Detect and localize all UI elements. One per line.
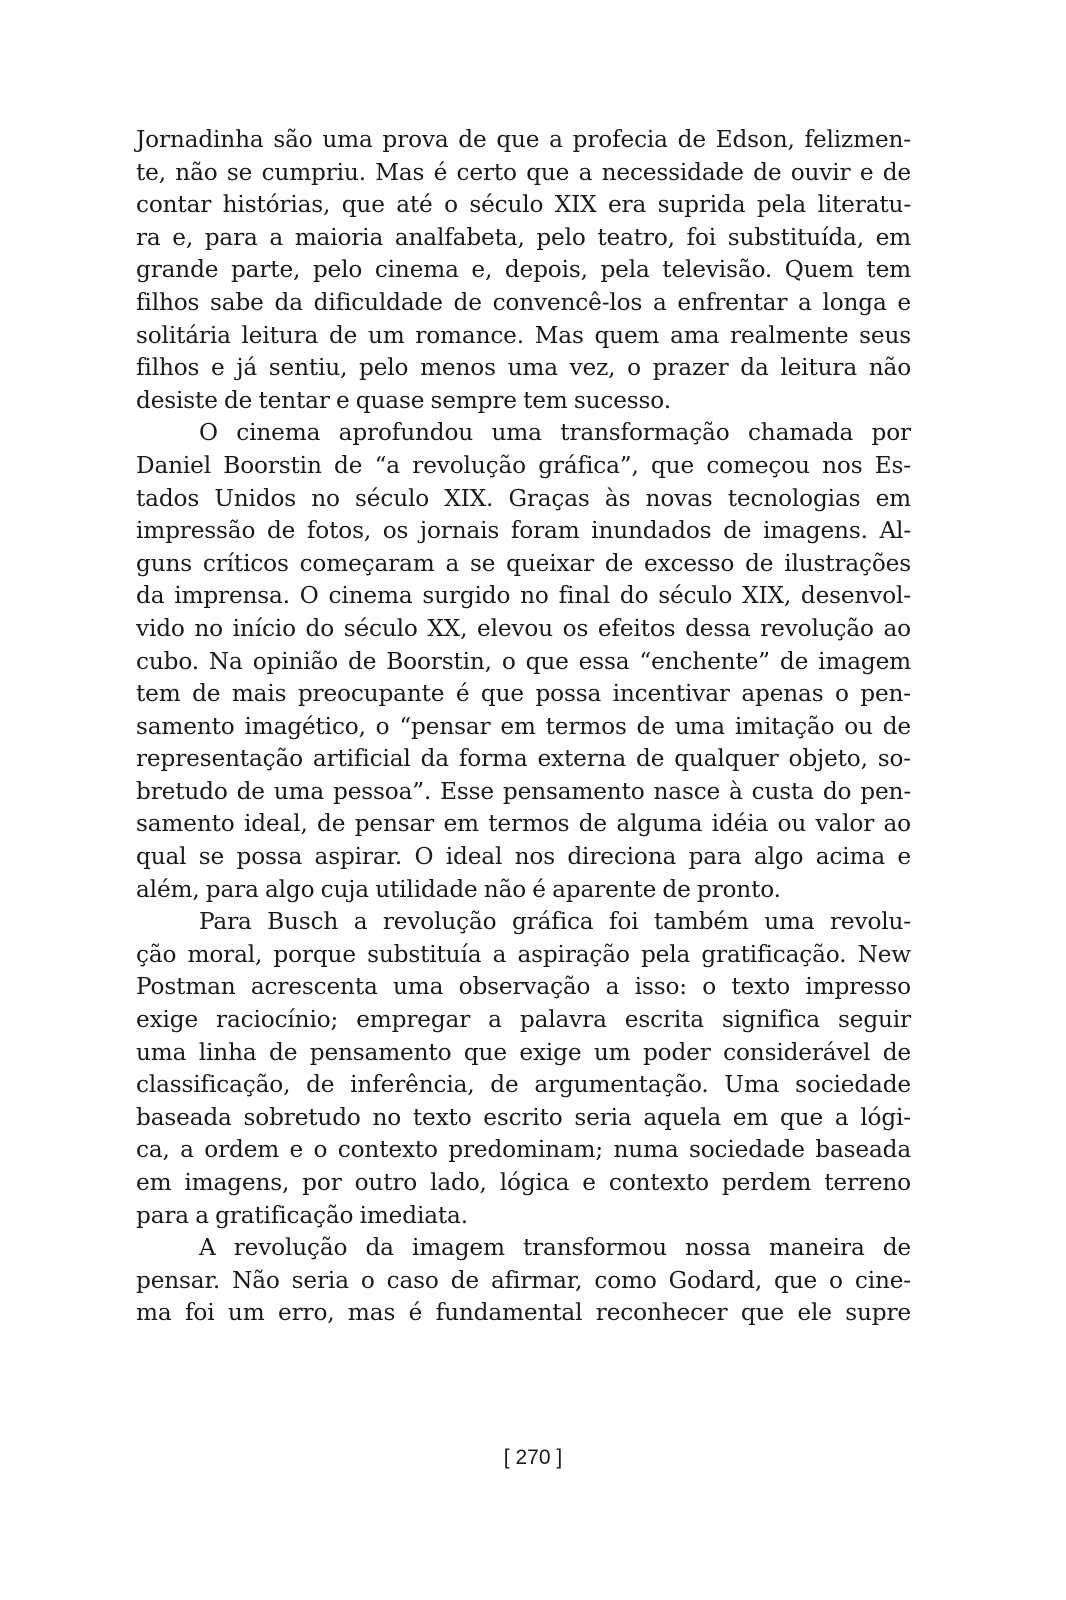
text-line: uma linha de pensamento que exige um poder considerável de [136, 1038, 911, 1066]
body-text [136, 124, 911, 1330]
text-line: Para Busch a revolução gráfica foi também uma revolu- [199, 908, 911, 936]
text-line: A revolução da imagem transformou nossa maneira de [199, 1234, 911, 1262]
paragraph [136, 417, 911, 906]
text-line: ção moral, porque substituía a aspiração pela gratificação. New [136, 940, 911, 968]
text-line: O cinema aprofundou uma transformação chamada por [199, 419, 911, 447]
text-line: baseada sobretudo no texto escrito seria aquela em que a lógi- [136, 1103, 911, 1131]
text-line: vido no início do século XX, elevou os efeitos dessa revolução ao [136, 614, 911, 642]
paragraph [136, 906, 911, 1232]
text-line: samento imagético, o “pensar em termos de uma imitação ou de [136, 712, 911, 740]
text-line: contar histórias, que até o século XIX era suprida pela literatu- [136, 191, 911, 219]
text-line: solitária leitura de um romance. Mas quem ama realmente seus [136, 321, 911, 349]
text-line: grande parte, pelo cinema e, depois, pela televisão. Quem tem [136, 256, 911, 284]
text-line: Postman acrescenta uma observação a isso: o texto impresso [136, 973, 911, 1001]
text-line: pensar. Não seria o caso de afirmar, como Godard, que o cine- [136, 1266, 911, 1294]
text-line: te, não se cumpriu. Mas é certo que a necessidade de ouvir e de [136, 158, 911, 186]
text-line: filhos sabe da dificuldade de convencê-los a enfrentar a longa e [136, 288, 911, 316]
page-number: [ 270 ] [503, 1446, 563, 1469]
text-line: além, para algo cuja utilidade não é aparente de pronto. [136, 875, 781, 903]
text-line: classificação, de inferência, de argumentação. Uma sociedade [136, 1071, 911, 1099]
text-line: cubo. Na opinião de Boorstin, o que essa “enchente” de imagem [136, 647, 911, 675]
text-line: samento ideal, de pensar em termos de alguma idéia ou valor ao [136, 810, 911, 838]
text-line: ma foi um erro, mas é fundamental reconhecer que ele supre [136, 1299, 911, 1327]
text-line: filhos e já sentiu, pelo menos uma vez, o prazer da leitura não [136, 354, 911, 382]
text-line: para a gratificação imediata. [136, 1201, 468, 1229]
text-line: ra e, para a maioria analfabeta, pelo teatro, foi substituída, em [136, 223, 911, 251]
text-line: Jornadinha são uma prova de que a profecia de Edson, felizmen- [136, 126, 911, 153]
text-line: impressão de fotos, os jornais foram inundados de imagens. Al- [136, 517, 911, 545]
text-line: guns críticos começaram a se queixar de excesso de ilustrações [136, 549, 911, 577]
text-line: qual se possa aspirar. O ideal nos direciona para algo acima e [136, 843, 911, 871]
text-line: da imprensa. O cinema surgido no final do século XIX, desenvol- [136, 582, 911, 610]
text-line: em imagens, por outro lado, lógica e contexto perdem terreno [136, 1169, 911, 1196]
text-line: tados Unidos no século XIX. Graças às novas tecnologias em [136, 484, 911, 512]
paragraph [136, 1232, 911, 1330]
text-line: bretudo de uma pessoa”. Esse pensamento nasce à custa do pen- [136, 777, 911, 805]
text-line: exige raciocínio; empregar a palavra escrita significa seguir [136, 1006, 911, 1034]
text-line: Daniel Boorstin de “a revolução gráfica”, que começou nos Es- [136, 451, 911, 479]
text-line: ca, a ordem e o contexto predominam; numa sociedade baseada [136, 1136, 911, 1164]
text-line: tem de mais preocupante é que possa incentivar apenas o pen- [136, 680, 911, 708]
text-line: representação artificial da forma externa de qualquer objeto, so- [136, 745, 911, 773]
text-line: desiste de tentar e quase sempre tem sucesso. [136, 386, 671, 414]
paragraph [136, 124, 911, 417]
